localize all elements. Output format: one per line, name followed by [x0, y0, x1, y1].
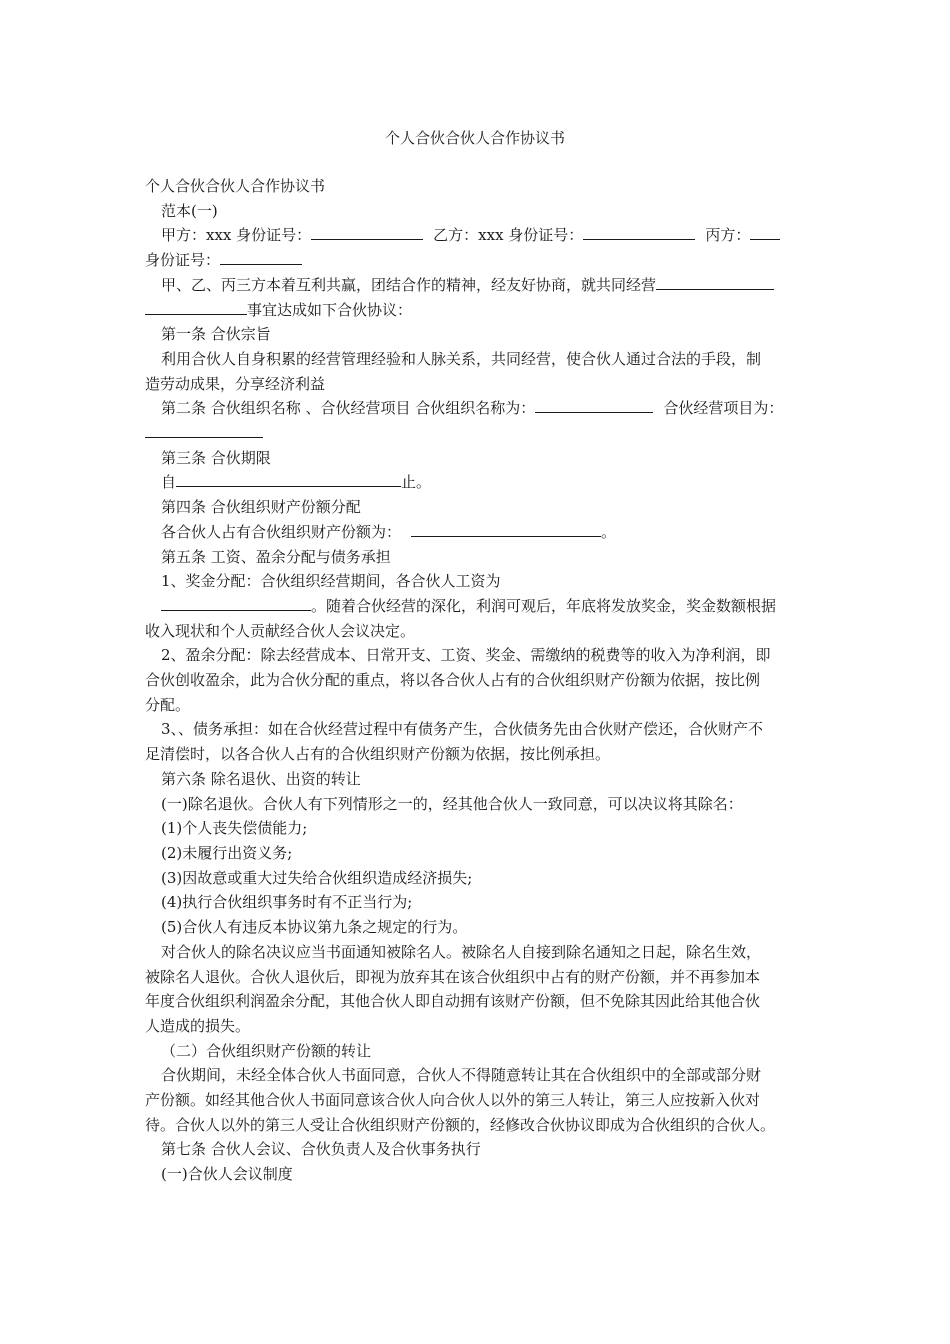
share-blank — [411, 521, 601, 537]
doc-line: 第二条 合伙组织名称 、合伙经营项目 合伙组织名称为： 合伙经营项目为： — [161, 399, 784, 418]
party-b-label: 乙方：xxx 身份证号： — [433, 226, 584, 245]
doc-line: 事宜达成如下合伙协议： — [145, 298, 810, 323]
project-blank — [145, 422, 263, 438]
party-a-label: 甲方：xxx 身份证号： — [161, 226, 312, 245]
doc-line: 利用合伙人自身积累的经营管理经验和人脉关系，共同经营，使合伙人通过合法的手段，制 — [161, 349, 762, 368]
doc-line: 自 止。 — [161, 473, 432, 492]
doc-line: 造劳动成果，分享经济利益 — [145, 374, 326, 393]
party-a-id-blank — [311, 224, 423, 240]
doc-line: 分配。 — [145, 695, 191, 714]
id-label: 身份证号： — [145, 251, 221, 270]
id-line — [145, 248, 810, 273]
section-heading: (一)合伙人会议制度 — [161, 1165, 293, 1184]
salary-blank — [161, 595, 311, 611]
doc-line: 待。合伙人以外的第三人受让合伙组织财产份额的，经修改合伙协议即成为合伙组织的合伙人。 — [145, 1115, 776, 1134]
doc-line: 对合伙人的除名决议应当书面通知被除名人。被除名人自接到除名通知之日起，除名生效， — [161, 942, 762, 961]
doc-line: 人造成的损失。 — [145, 1016, 251, 1035]
doc-line: 3、、债务承担：如在合伙经营过程中有债务产生，合伙债务先由合伙财产偿还，合伙财产不 — [161, 720, 764, 739]
doc-line: 1、奖金分配：合伙组织经营期间，各合伙人工资为 — [161, 572, 501, 591]
article-heading: 第一条 合伙宗旨 — [161, 325, 271, 344]
doc-line: 。随着合伙经营的深化，利润可观后，年底将发放奖金，奖金数额根据 — [145, 594, 810, 619]
section-heading: （二）合伙组织财产份额的转让 — [161, 1041, 372, 1060]
article-heading: 第三条 合伙期限 — [161, 448, 271, 467]
doc-line — [145, 421, 810, 446]
doc-line: 产份额。如经其他合伙人书面同意该合伙人向合伙人以外的第三人转让，第三人应按新入伙对 — [145, 1091, 761, 1110]
list-item: (1)个人丧失偿债能力; — [161, 819, 308, 838]
doc-line: 甲、乙、丙三方本着互利共赢，团结合作的精神，经友好协商，就共同经营 — [145, 273, 810, 298]
doc-line: 被除名人退伙。合伙人退伙后，即视为放弃其在该合伙组织中占有的财产份额，并不再参加本 — [145, 967, 761, 986]
party-c-blank — [750, 224, 780, 240]
article-heading: 第四条 合伙组织财产份额分配 — [161, 498, 361, 517]
term-blank — [176, 471, 401, 487]
doc-line: 收入现状和个人贡献经合伙人会议决定。 — [145, 621, 416, 640]
business-blank-cont — [145, 299, 247, 315]
business-blank — [656, 274, 774, 290]
list-item: (4)执行合伙组织事务时有不正当行为; — [161, 893, 413, 912]
doc-line: 合伙期间，未经全体合伙人书面同意，合伙人不得随意转让其在合伙组织中的全部或部分财 — [161, 1066, 762, 1085]
doc-line: (一)除名退伙。合伙人有下列情形之一的，经其他合伙人一致同意，可以决议将其除名： — [161, 794, 743, 813]
party-line — [145, 223, 810, 248]
party-c-label: 丙方： — [705, 226, 751, 245]
list-item: (2)未履行出资义务; — [161, 843, 293, 862]
org-name-blank — [535, 397, 653, 413]
list-item: (3)因故意或重大过失给合伙组织造成经济损失; — [161, 868, 473, 887]
doc-line: 各合伙人占有合伙组织财产份额为： 。 — [161, 522, 617, 541]
doc-heading: 个人合伙合伙人合作协议书 — [145, 177, 326, 195]
article-heading: 第六条 除名退伙、出资的转让 — [161, 769, 361, 788]
doc-line: 合伙创收盈余，此为合伙分配的重点，将以各合伙人占有的合伙组织财产份额为依据，按比例 — [145, 671, 761, 690]
doc-line: 足清偿时，以各合伙人占有的合伙组织财产份额为依据，按比例承担。 — [145, 745, 611, 764]
party-c-id-blank — [220, 249, 302, 265]
article-heading: 第七条 合伙人会议、合伙负责人及合伙事务执行 — [161, 1140, 481, 1159]
document-title: 个人合伙合伙人合作协议书 — [384, 129, 565, 147]
doc-line: 2、盈余分配：除去经营成本、日常开支、工资、奖金、需缴纳的税费等的收入为净利润，即 — [161, 646, 771, 665]
document-body — [145, 174, 810, 1187]
doc-line: 年度合伙组织利润盈余分配，其他合伙人即自动拥有该财产份额，但不免除其因此给其他合伙 — [145, 992, 761, 1011]
list-item: (5)合伙人有违反本协议第九条之规定的行为。 — [161, 918, 468, 937]
party-b-id-blank — [583, 224, 695, 240]
doc-line: 范本(一) — [161, 201, 218, 220]
article-heading: 第五条 工资、盈余分配与债务承担 — [161, 547, 391, 566]
